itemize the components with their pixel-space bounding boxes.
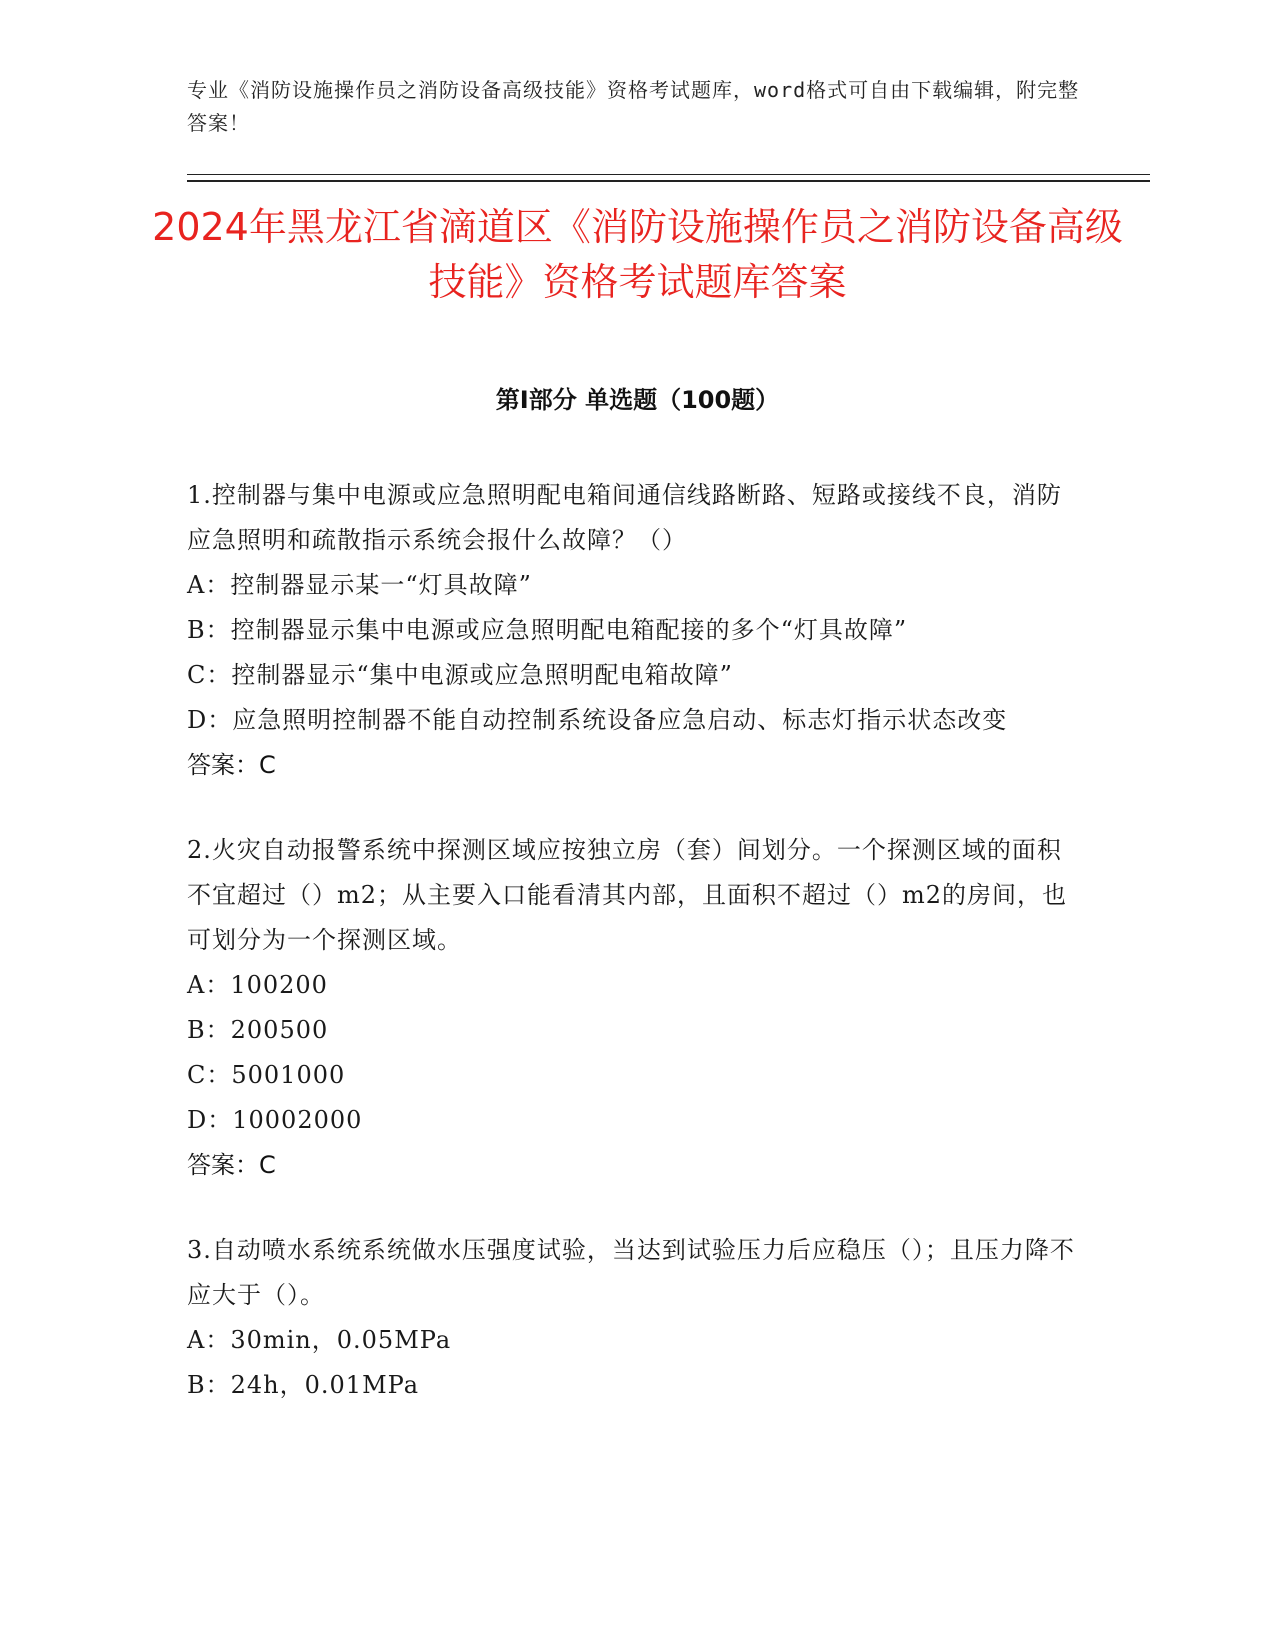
option-a: A：100200	[187, 971, 328, 999]
option-b: B：200500	[187, 1016, 329, 1044]
header-note: 专业《消防设施操作员之消防设备高级技能》资格考试题库，word格式可自由下载编辑，附完整答案！	[187, 78, 1080, 135]
option-c: C：5001000	[187, 1061, 346, 1089]
document-title: 2024年黑龙江省滴道区《消防设施操作员之消防设备高级技能》资格考试题库答案	[152, 205, 1123, 304]
question-stem: 1.控制器与集中电源或应急照明配电箱间通信线路断路、短路或接线不良，消防应急照明和疏散指示系统会报什么故障？（）	[187, 481, 1062, 554]
question-list	[187, 473, 1077, 1448]
question-2	[187, 828, 1077, 1188]
question-3	[187, 1228, 1077, 1408]
answer: 答案：C	[187, 1151, 276, 1179]
option-c: C：控制器显示“集中电源或应急照明配电箱故障”	[187, 661, 733, 689]
section-title: 第Ⅰ部分 单选题（100题）	[495, 386, 780, 414]
option-a: A：30min，0.05MPa	[187, 1326, 452, 1354]
question-stem: 3.自动喷水系统系统做水压强度试验，当达到试验压力后应稳压（）；且压力降不应大于（）。	[187, 1236, 1075, 1309]
option-d: D：应急照明控制器不能自动控制系统设备应急启动、标志灯指示状态改变	[187, 706, 1008, 734]
header-divider-thick	[187, 180, 1150, 182]
answer: 答案：C	[187, 751, 276, 779]
header-divider-thin	[187, 174, 1150, 175]
option-b: B：控制器显示集中电源或应急照明配电箱配接的多个“灯具故障”	[187, 616, 908, 644]
option-d: D：10002000	[187, 1106, 363, 1134]
question-1	[187, 473, 1077, 788]
option-b: B：24h，0.01MPa	[187, 1371, 420, 1399]
question-stem: 2.火灾自动报警系统中探测区域应按独立房（套）间划分。一个探测区域的面积不宜超过（）m2；从主要入口能看清其内部，且面积不超过（）m2的房间，也可划分为一个探测区域。	[187, 836, 1068, 954]
option-a: A：控制器显示某一“灯具故障”	[187, 571, 532, 599]
